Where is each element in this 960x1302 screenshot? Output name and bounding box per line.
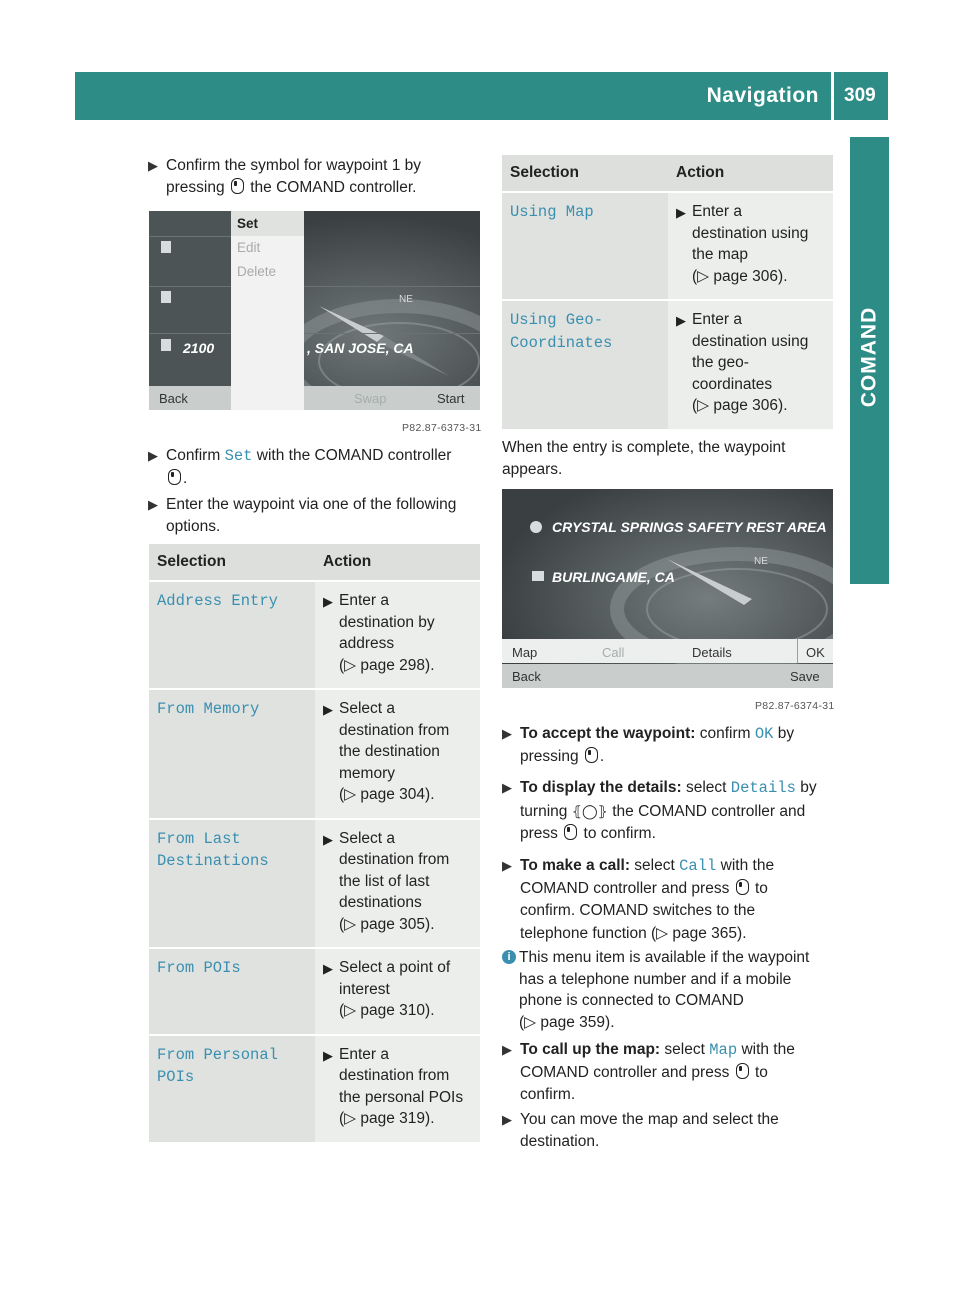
action-line: Enter a [339,592,389,609]
selection-cell [149,581,315,689]
menu-item-set[interactable]: Set [231,211,304,236]
step-arrow-icon: ▶ [148,497,158,512]
step-arrow-icon: ▶ [502,726,512,741]
image-caption: P82.87-6373-31 [402,422,482,434]
action-cell [315,948,480,1035]
action-line: the list of last [339,872,430,890]
step-confirm-symbol [148,155,496,198]
map-button[interactable]: Map [512,645,538,660]
action-line: (▷ page 298). [339,656,435,674]
step-bold: To make a call: [520,857,630,874]
swap-button[interactable]: Swap [354,391,387,406]
step-text: with the COMAND controller [256,447,452,464]
action-cell [668,300,833,429]
selection-cell [149,689,315,819]
options-table-left [149,544,480,1142]
step-text: Confirm [166,447,221,464]
menu-item-delete[interactable]: Delete [237,264,277,279]
step-text: press [520,825,558,842]
step-arrow-icon: ▶ [323,1047,333,1063]
step-confirm-set [148,445,496,489]
poi-icon [530,521,542,533]
action-line: memory [339,764,395,782]
poi-name: CRYSTAL SPRINGS SAFETY REST AREA [552,519,827,535]
para-line: appears. [502,460,563,478]
side-tab [850,137,889,584]
step-text: confirm [699,725,751,742]
step-text: select [685,779,727,796]
selection-cell [149,1035,315,1142]
menu-term: OK [754,725,774,743]
action-line: destination using [692,332,809,350]
info-icon: i [502,950,516,964]
compass-direction: NE [754,556,768,567]
table-row [502,300,833,429]
controller-press-icon [564,824,577,840]
step-make-call [502,855,856,945]
para-line: When the entry is complete, the waypoint [502,439,786,456]
column-header-selection: Selection [502,155,668,192]
step-accept-waypoint [502,723,856,767]
controller-press-icon [736,879,749,895]
step-text: options. [166,517,221,535]
details-button[interactable]: Details [692,645,732,660]
action-line: (▷ page 310). [339,1002,435,1019]
controller-press-icon [736,1063,749,1079]
selection-option: Address Entry [157,592,278,610]
screen-waypoint-appears [502,489,833,688]
step-text: Confirm the symbol for waypoint 1 by [166,157,421,174]
action-line: the destination [339,743,440,760]
controller-press-icon [231,178,244,194]
selection-option: From POIs [157,959,241,977]
step-text: pressing [166,178,225,196]
step-display-details [502,777,856,846]
step-text: turning [520,802,568,820]
menu-term: Map [709,1041,738,1059]
step-arrow-icon: ▶ [502,780,512,795]
menu-term: Call [679,857,717,875]
step-arrow-icon: ▶ [502,1042,512,1057]
side-tab-label: COMAND [857,306,881,408]
start-button[interactable]: Start [437,391,465,406]
step-arrow-icon: ▶ [148,448,158,463]
action-line: (▷ page 305). [339,915,435,933]
step-text: with the [741,1041,795,1058]
table-row [149,581,480,689]
action-line: (▷ page 306). [692,267,788,285]
selection-option: Using Geo- [510,311,604,329]
column-header-selection: Selection [149,544,315,581]
action-line: destinations [339,894,422,911]
step-arrow-icon: ▶ [323,594,333,609]
selection-option: From Last [157,829,241,848]
action-line: (▷ page 319). [339,1110,435,1127]
step-text: COMAND controller and press [520,879,730,897]
poi-city: BURLINGAME, CA [552,569,675,585]
action-line: (▷ page 306). [692,397,788,414]
screen-waypoint-symbol [149,211,480,410]
step-bold: To accept the waypoint: [520,725,696,742]
action-line: destination from [339,851,450,868]
step-text: to [754,879,768,897]
step-arrow-icon: ▶ [323,961,333,976]
options-table-right [502,155,833,429]
action-line: the map [692,246,749,263]
selection-option: Destinations [157,852,269,870]
menu-term: Details [730,779,796,797]
page-number: 309 [844,85,876,106]
flag-icon [161,339,171,351]
controller-press-icon [585,747,598,763]
action-line: destination from [339,1067,450,1084]
step-enter-waypoint [148,494,502,537]
step-text: with the [720,857,775,874]
flag-icon [161,241,171,253]
step-text: confirm. [520,1086,576,1103]
step-arrow-icon: ▶ [502,858,512,873]
selection-cell [149,948,315,1035]
step-bold: To call up the map: [520,1041,661,1058]
action-line: destination from [339,721,450,739]
action-line: (▷ page 304). [339,786,435,803]
action-line: Enter a [692,203,742,220]
step-text: pressing [520,747,579,765]
city-icon [532,571,544,581]
info-line: (▷ page 359). [519,1013,615,1031]
step-text: confirm. COMAND switches to the [520,902,756,919]
action-line: the personal POIs [339,1088,464,1106]
step-arrow-icon: ▶ [676,205,686,220]
step-text: You can move the map and select the [520,1111,779,1128]
step-text: to [754,1063,768,1081]
step-text: the COMAND controller and [612,802,806,820]
step-arrow-icon: ▶ [323,831,333,847]
action-line: destination using [692,224,809,242]
info-line: phone is connected to COMAND [519,992,744,1009]
action-line: Select a [339,829,396,847]
step-text: telephone function (▷ page 365). [520,924,747,942]
action-cell [315,689,480,819]
info-line: has a telephone number and if a mobile [519,970,792,988]
action-line: Select a [339,700,396,717]
step-text: select [634,857,675,874]
step-text: by [800,779,817,796]
action-line: interest [339,980,390,998]
step-bold: To display the details: [520,779,682,796]
table-row [502,192,833,300]
column-header-action: Action [668,155,833,192]
step-text: Enter the waypoint via one of the following [166,496,457,513]
paragraph-entry-complete [502,437,832,480]
step-text: destination. [520,1132,600,1150]
selection-cell [149,819,315,949]
step-arrow-icon: ▶ [502,1112,512,1127]
table-row [149,1035,480,1142]
ok-button[interactable]: OK [806,645,825,660]
step-arrow-icon: ▶ [323,702,333,717]
action-cell [315,1035,480,1142]
step-arrow-icon: ▶ [676,313,686,328]
action-line: address [339,635,395,652]
step-text: COMAND controller and press [520,1063,730,1081]
table-row [149,689,480,819]
step-text: to confirm. [583,825,656,842]
selection-option: From Memory [157,700,260,718]
action-line: coordinates [692,375,773,393]
controller-turn-icon: ⦃◯⦄ [571,802,608,819]
info-line: This menu item is available if the waypoint [519,949,810,966]
selection-cell [502,192,668,300]
context-menu[interactable] [231,211,304,410]
step-text: . [599,747,605,765]
waypoint-address: 2100 [183,340,215,356]
save-button[interactable]: Save [790,669,820,684]
action-cell [668,192,833,300]
step-text: . [183,469,188,487]
info-note [502,947,855,1033]
call-button[interactable]: Call [602,645,625,660]
selection-option: Coordinates [510,333,613,352]
selection-cell [502,300,668,429]
back-button[interactable]: Back [159,391,188,406]
controller-press-icon [168,469,181,485]
step-text: by [777,725,795,742]
selection-option: POIs [157,1068,195,1086]
step-arrow-icon: ▶ [148,158,158,173]
header-title-bar [75,72,831,120]
action-line: Enter a [339,1045,389,1063]
flag-icon [161,291,171,303]
compass-direction: NE [399,294,413,305]
selection-option: Using Map [510,203,594,221]
back-button[interactable]: Back [512,669,541,684]
action-cell [315,581,480,689]
section-title: Navigation [706,84,819,107]
action-line: Enter a [692,311,742,328]
step-text: select [664,1041,705,1058]
step-call-map [502,1039,856,1107]
table-row [149,819,480,949]
action-line: the geo- [692,354,749,371]
table-row [149,948,480,1035]
step-text: the COMAND controller. [250,178,417,196]
menu-item-edit[interactable]: Edit [237,240,261,255]
action-cell [315,819,480,949]
header-page-bar [834,72,888,120]
action-line: destination by [339,613,435,631]
action-line: Select a point of [339,959,451,976]
menu-term: Set [224,447,253,465]
image-caption: P82.87-6374-31 [755,700,835,712]
selection-option: From Personal [157,1045,278,1064]
column-header-action: Action [315,544,480,581]
waypoint-location: , SAN JOSE, CA [307,340,414,356]
step-move-map [502,1109,856,1152]
